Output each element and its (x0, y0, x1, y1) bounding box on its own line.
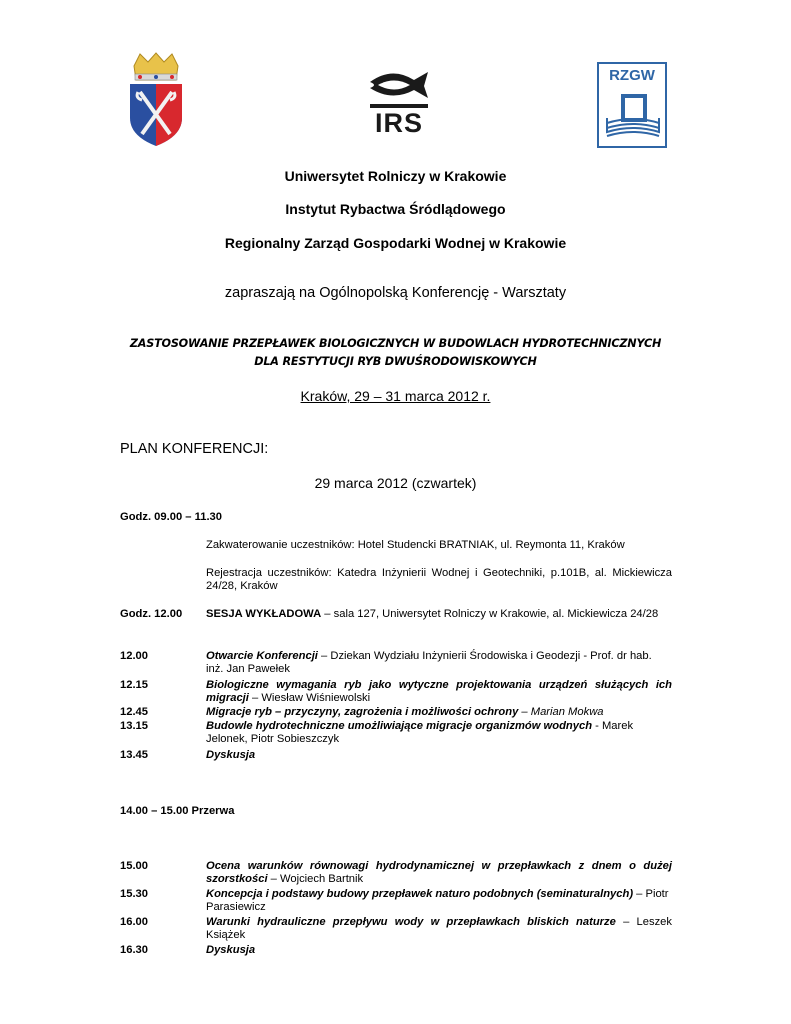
talk-title: Biologiczne wymagania ryb jako wytyczne projektowania urządzeń służących ich migracji (206, 679, 672, 704)
talk-speaker: – Leszek Książek (206, 916, 673, 941)
organizer-university: Uniwersytet Rolniczy w Krakowie (284, 168, 507, 184)
talk-title: Koncepcja i podstawy budowy przepławek naturo podobnych (seminaturalnych) (206, 888, 634, 900)
session-label: SESJA WYKŁADOWA (206, 608, 322, 620)
talk-speaker: – Piotr Parasiewicz (206, 888, 669, 913)
conference-topic-line2: DLA RESTYTUCJI RYB DWUŚRODOWISKOWYCH (254, 355, 537, 368)
talk-title: Ocena warunków równowagi hydrodynamicznej w przepławkach z dnem o dużej szorstkości (206, 860, 672, 885)
organizer-rzgw: Regionalny Zarząd Gospodarki Wodnej w Krakowie (224, 235, 567, 251)
talk-time: 13.45 (120, 749, 148, 761)
talk-speaker: – Wiesław Wiśniewolski (248, 692, 371, 704)
talk-item (206, 749, 672, 762)
time-registration: Godz. 09.00 – 11.30 (120, 511, 222, 523)
session-details: – sala 127, Uniwersytet Rolniczy w Krakowie, al. Mickiewicza 24/28 (321, 608, 659, 620)
day-heading: 29 marca 2012 (czwartek) (314, 475, 477, 491)
organizer-institute: Instytut Rybactwa Śródlądowego (285, 201, 506, 217)
plan-heading: PLAN KONFERENCJI: (120, 441, 269, 457)
conference-topic-line1: ZASTOSOWANIE PRZEPŁAWEK BIOLOGICZNYCH W BUDOWLACH HYDROTECHNICZNYCH (129, 337, 662, 350)
break-time: 14.00 – 15.00 Przerwa (120, 805, 235, 817)
talk-item (206, 860, 672, 886)
talk-time: 12.00 (120, 650, 148, 662)
talk-speaker: – Marian Mokwa (518, 706, 604, 718)
talk-time: 16.00 (120, 916, 148, 928)
talk-time: 15.30 (120, 888, 148, 900)
talk-title: Migracje ryb – przyczyny, zagrożenia i możliwości ochrony (206, 706, 519, 718)
talk-item (206, 650, 672, 676)
talk-item (206, 679, 672, 705)
talk-item (206, 916, 672, 942)
irs-logo (364, 68, 434, 140)
talk-title: Budowle hydrotechniczne umożliwiające migracje organizmów wodnych (206, 720, 593, 732)
accommodation-info: Zakwaterowanie uczestników: Hotel Studencki BRATNIAK, ul. Reymonta 11, Kraków (206, 539, 625, 551)
talk-title: Dyskusja (206, 749, 256, 761)
place-and-date: Kraków, 29 – 31 marca 2012 r. (300, 388, 491, 404)
talk-item (206, 706, 672, 719)
registration-info: Rejestracja uczestników: Katedra Inżynierii Wodnej i Geotechniki, p.101B, al. Mickiewicza 24/28, Kraków (206, 567, 672, 592)
rzgw-logo (597, 62, 667, 148)
talk-title: Dyskusja (206, 944, 256, 956)
talk-speaker: – Dziekan Wydziału Inżynierii Środowiska i Geodezji - Prof. dr hab. inż. Jan Pawełek (206, 650, 652, 675)
talk-speaker: – Wojciech Bartnik (267, 873, 364, 885)
talk-time: 16.30 (120, 944, 148, 956)
talk-time: 13.15 (120, 720, 148, 732)
irs-logo-text: IRS (374, 108, 423, 138)
talk-item (206, 720, 672, 746)
talk-title: Warunki hydrauliczne przepływu wody w przepławkach bliskich naturze (206, 916, 616, 928)
university-crest-logo (126, 52, 186, 148)
talk-item (206, 888, 672, 914)
talk-time: 15.00 (120, 860, 148, 872)
talk-speaker: - Marek Jelonek, Piotr Sobieszczyk (206, 720, 634, 745)
rzgw-logo-text: RZGW (609, 67, 655, 84)
session-info (206, 608, 672, 621)
talk-time: 12.15 (120, 679, 148, 691)
talk-title: Otwarcie Konferencji (206, 650, 318, 662)
talk-time: 12.45 (120, 706, 148, 718)
talk-item (206, 944, 672, 957)
time-session: Godz. 12.00 (120, 608, 183, 620)
invitation-text: zapraszają na Ogólnopolską Konferencję - Warsztaty (224, 285, 567, 301)
